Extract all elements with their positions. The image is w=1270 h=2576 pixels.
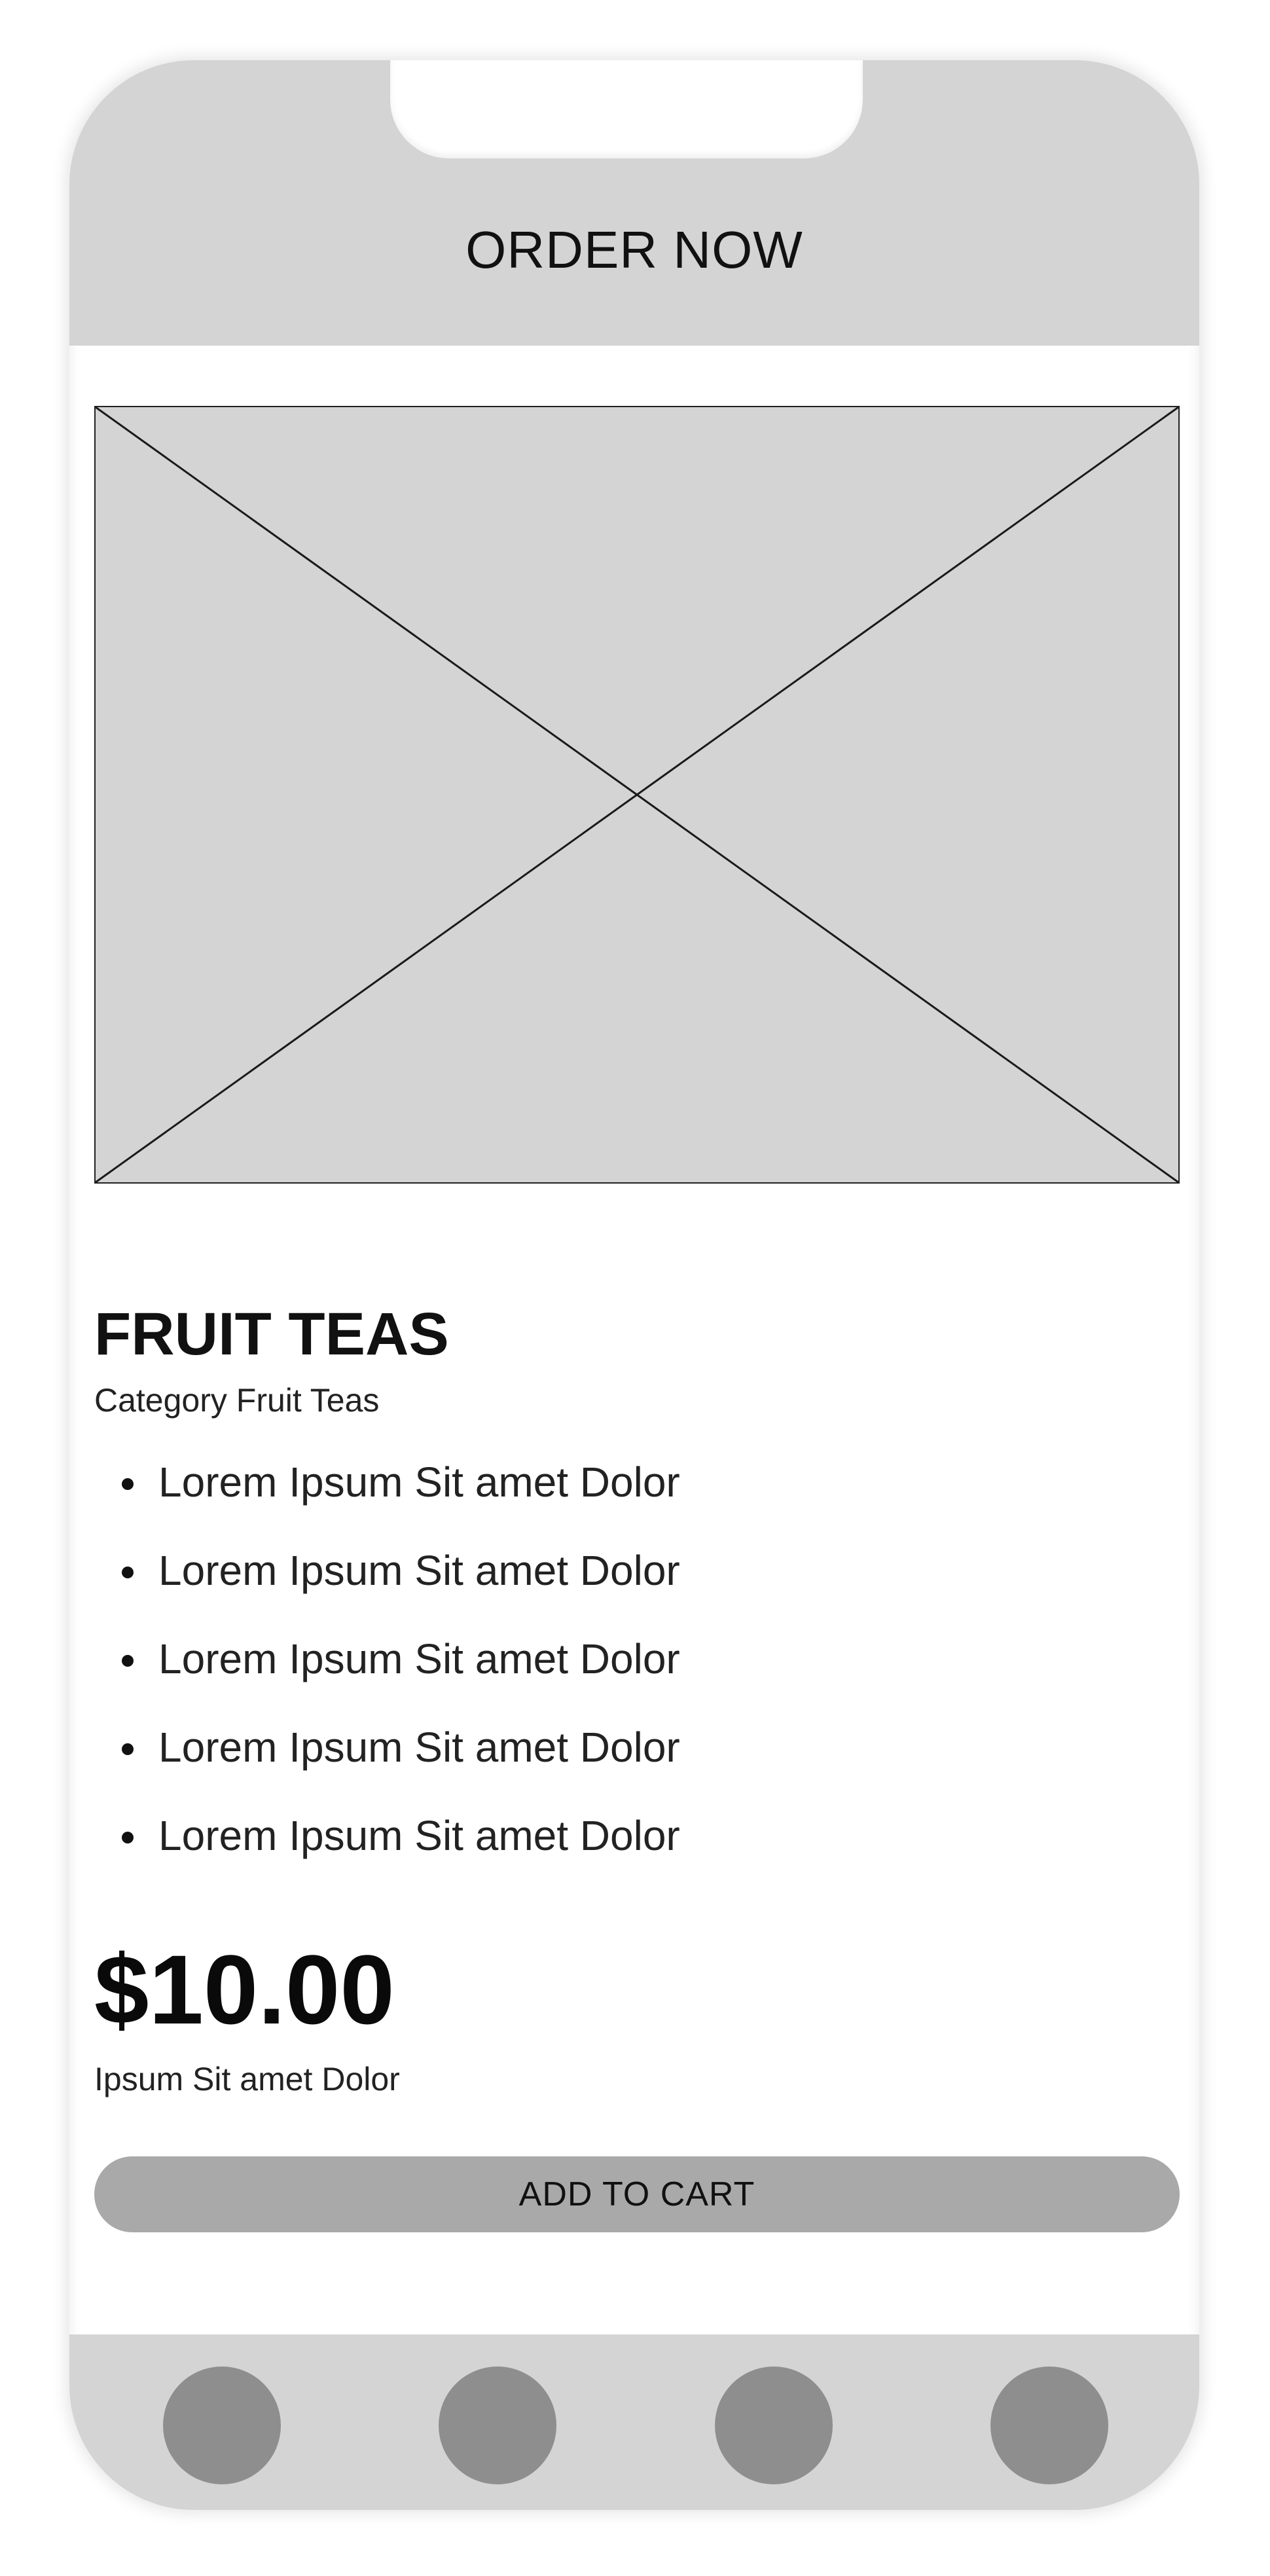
app-header bbox=[69, 60, 1199, 346]
phone-frame bbox=[69, 60, 1199, 2510]
tab-3-icon[interactable] bbox=[715, 2367, 833, 2484]
bullet-icon bbox=[122, 1743, 134, 1755]
feature-text: Lorem Ipsum Sit amet Dolor bbox=[158, 1812, 680, 1859]
list-item bbox=[94, 1726, 680, 1815]
bullet-icon bbox=[122, 1478, 134, 1490]
tab-4-icon[interactable] bbox=[990, 2367, 1108, 2484]
product-category: Category Fruit Teas bbox=[94, 1382, 380, 1419]
feature-list bbox=[94, 1461, 680, 1903]
bottom-tab-bar bbox=[69, 2334, 1199, 2510]
feature-text: Lorem Ipsum Sit amet Dolor bbox=[158, 1459, 680, 1506]
device-notch bbox=[390, 60, 863, 158]
bullet-icon bbox=[122, 1832, 134, 1843]
tab-1-icon[interactable] bbox=[163, 2367, 281, 2484]
product-price: $10.00 bbox=[94, 1934, 395, 2044]
feature-text: Lorem Ipsum Sit amet Dolor bbox=[158, 1547, 680, 1594]
tab-2-icon[interactable] bbox=[439, 2367, 556, 2484]
list-item bbox=[94, 1635, 680, 1726]
feature-text: Lorem Ipsum Sit amet Dolor bbox=[158, 1724, 680, 1771]
page-title: ORDER NOW bbox=[465, 221, 803, 279]
list-item bbox=[94, 1547, 680, 1638]
product-image-placeholder bbox=[94, 406, 1180, 1184]
product-title: FRUIT TEAS bbox=[94, 1301, 449, 1368]
bullet-icon bbox=[122, 1655, 134, 1667]
price-subtitle: Ipsum Sit amet Dolor bbox=[94, 2061, 400, 2097]
bullet-icon bbox=[122, 1567, 134, 1578]
feature-text: Lorem Ipsum Sit amet Dolor bbox=[158, 1635, 680, 1682]
add-to-cart-button[interactable]: ADD TO CART bbox=[94, 2156, 1180, 2232]
image-placeholder-icon bbox=[96, 407, 1178, 1182]
list-item bbox=[94, 1812, 680, 1903]
list-item bbox=[94, 1461, 680, 1550]
